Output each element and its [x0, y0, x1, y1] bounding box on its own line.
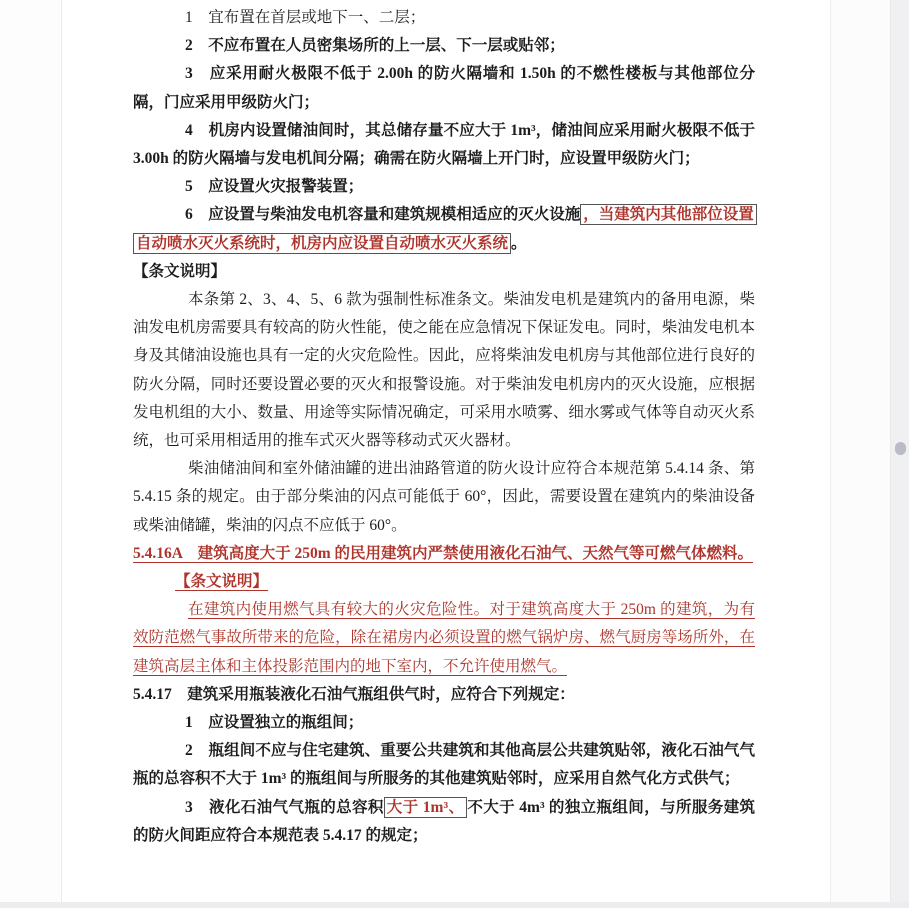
revision-highlight-box: 大于 1m³、 — [384, 797, 468, 818]
commentary-heading-red — [133, 568, 755, 596]
clause-5-4-16A — [133, 540, 755, 568]
document-body — [133, 4, 755, 850]
text-segment: 1 宜布置在首层或地下一、二层； — [185, 9, 426, 26]
clause-item-5 — [133, 173, 755, 201]
text-segment: 本条第 2、3、4、5、6 款为强制性标准条文。柴油发电机是建筑内的备用电源，柴油发电机房需要具有较高的防火性能，使之能在应急情况下保证发电。同时，柴油发电机本身及其储油设施也具有一定的火灾危险性。因此，应将柴油发电机房与其他部位进行良好的防火分隔，同时还要设置必要的灭火和报警设施。对于柴油发电机房内的灭火设施，应根据发电机组的大小、数量、用途等实际情况确定，可采用水喷雾、细水雾或气体等自动灭火系统，也可采用相适用的推车式灭火器等移动式灭火器材。 — [133, 291, 755, 450]
clause-item-2 — [133, 32, 755, 60]
clause-item-4 — [133, 117, 755, 173]
text-segment: 3 应采用耐火极限不低于 2.00h 的防火隔墙和 1.50h 的不燃性楼板与其他部位分隔，门应采用甲级防火门； — [133, 65, 755, 111]
text-segment: 2 不应布置在人员密集场所的上一层、下一层或贴邻； — [185, 37, 565, 55]
clause-5-4-17 — [133, 681, 755, 709]
text-segment: 5.4.16A 建筑高度大于 250m 的民用建筑内严禁使用液化石油气、天然气等可燃气体燃料。 — [133, 544, 754, 562]
text-segment: 柴油储油间和室外储油罐的进出油路管道的防火设计应符合本规范第 5.4.14 条、第 5.4.15 条的规定。由于部分柴油的闪点可能低于 60°，因此，需要设置在建筑内的柴油设备或柴油储罐，柴油的闪点不应低于 60°。 — [133, 460, 755, 534]
revision-highlight-box: ，当建筑内其他部位设置自动喷水灭火系统时，机房内应设置自动喷水灭火系统 — [133, 204, 757, 253]
text-segment: 不大于 4m³ 的独立瓶组间，与所服务建筑的防火间距应符合本规范表 5.4.17 的规定； — [133, 798, 756, 844]
text-segment: 在建筑内使用燃气具有较大的火灾危险性。对于建筑高度大于 250m 的建筑，为有效防范燃气事故所带来的危险，除在裙房内必须设置的燃气锅炉房、燃气厨房等场所外，在建筑高层主体和主体投影范围内的地下室内，不允许使用燃气。 — [133, 601, 755, 675]
clause-item-6 — [133, 201, 755, 257]
text-segment: 2 瓶组间不应与住宅建筑、重要公共建筑和其他高层公共建筑贴邻，液化石油气气瓶的总容积不大于 1m³ 的瓶组间与所服务的其他建筑贴邻时，应采用自然气化方式供气； — [133, 742, 755, 788]
text-segment: 【条文说明】 — [133, 262, 227, 280]
scrollbar-thumb[interactable] — [895, 442, 906, 455]
clause-item-1b — [133, 709, 755, 737]
commentary-paragraph-2 — [133, 455, 755, 540]
canvas-left-margin — [0, 0, 62, 902]
canvas-right-margin — [830, 0, 890, 902]
text-segment: 6 应设置与柴油发电机容量和建筑规模相适应的灭火设施 — [185, 206, 581, 224]
text-segment: 5.4.17 建筑采用瓶装液化石油气瓶组供气时，应符合下列规定： — [133, 685, 575, 703]
clause-item-2b — [133, 737, 755, 793]
text-segment: 【条文说明】 — [175, 573, 269, 591]
text-segment: 5 应设置火灾报警装置； — [185, 178, 364, 196]
commentary-paragraph-red — [133, 596, 755, 681]
commentary-paragraph-1 — [133, 286, 755, 455]
commentary-heading — [133, 258, 755, 286]
text-segment: 4 机房内设置储油间时，其总储存量不应大于 1m³，储油间应采用耐火极限不低于 3.00h 的防火隔墙与发电机间分隔；确需在防火隔墙上开门时，应设置甲级防火门； — [133, 121, 755, 168]
text-segment: 3 液化石油气气瓶的总容积 — [185, 798, 384, 816]
clause-item-3b — [133, 794, 755, 850]
text-segment: 。 — [511, 234, 527, 252]
canvas-bottom-margin — [0, 902, 909, 908]
clause-item-1 — [133, 4, 755, 32]
clause-item-3 — [133, 60, 755, 116]
text-segment: 1 应设置独立的瓶组间； — [185, 714, 364, 732]
